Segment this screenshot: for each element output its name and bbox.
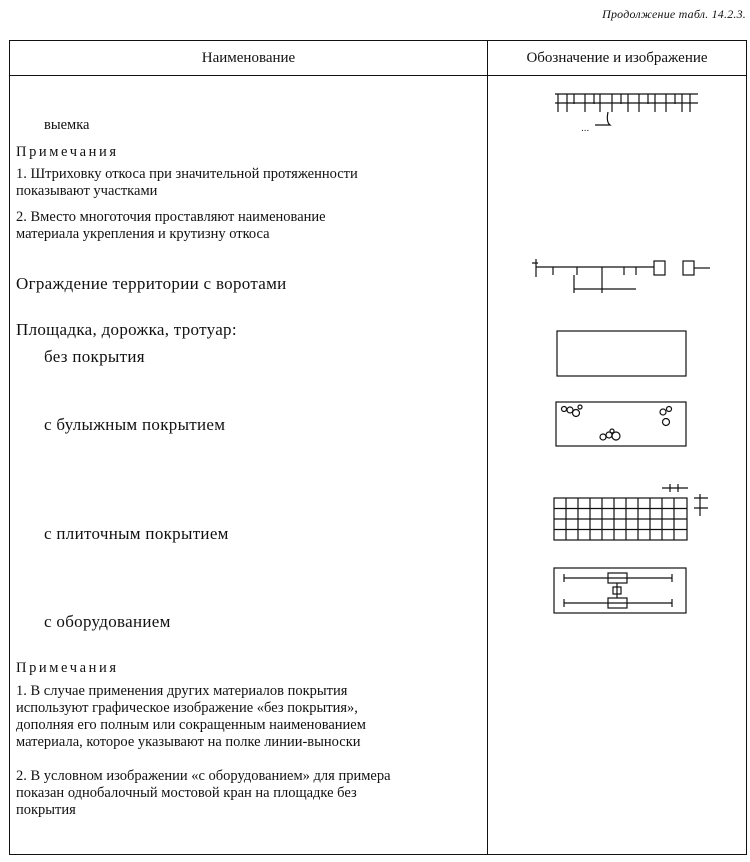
equipment-label: с оборудованием [44, 612, 171, 631]
note-2-2: 2. В условном изображении «с оборудованием» для примера показан однобалочный мостовой кран на площадке без покрытия [16, 768, 391, 818]
cobble-label: с булыжным покрытием [44, 415, 226, 434]
column-divider [487, 41, 488, 854]
header-symbol-column: Обозначение и изображение [526, 50, 708, 66]
fence-label: Ограждение территории с воротами [16, 274, 287, 293]
notes-heading-1: Примечания [16, 144, 119, 160]
platform-label: Площадка, дорожка, тротуар: [16, 320, 237, 339]
note-2-1: 1. В случае применения других материалов покрытия используют графическое изображение «без покрытия», дополняя его полным или сокращенным наименованием материала, которое указывают на полке линии-выноски [16, 683, 366, 750]
notes-heading-2: Примечания [16, 660, 119, 676]
tile-platform-symbol-icon [552, 480, 724, 546]
excavation-leader-text: ... [581, 123, 590, 134]
tile-label: с плиточным покрытием [44, 524, 229, 543]
excavation-symbol-icon [550, 90, 700, 138]
cobble-platform-symbol-icon [555, 401, 688, 449]
excavation-label: выемка [44, 117, 90, 133]
table-continuation-caption: Продолжение табл. 14.2.3. [602, 7, 746, 21]
equipment-platform-symbol-icon [552, 566, 688, 616]
header-name-column: Наименование [201, 50, 296, 66]
note-1-2: 2. Вместо многоточия проставляют наименование материала укрепления и крутизну откоса [16, 209, 326, 242]
note-1-1: 1. Штриховку откоса при значительной протяженности показывают участками [16, 166, 358, 199]
fence-with-gate-symbol-icon [526, 253, 716, 299]
header-divider [10, 75, 746, 76]
no-cover-platform-symbol-icon [556, 330, 688, 378]
no-cover-label: без покрытия [44, 347, 145, 366]
